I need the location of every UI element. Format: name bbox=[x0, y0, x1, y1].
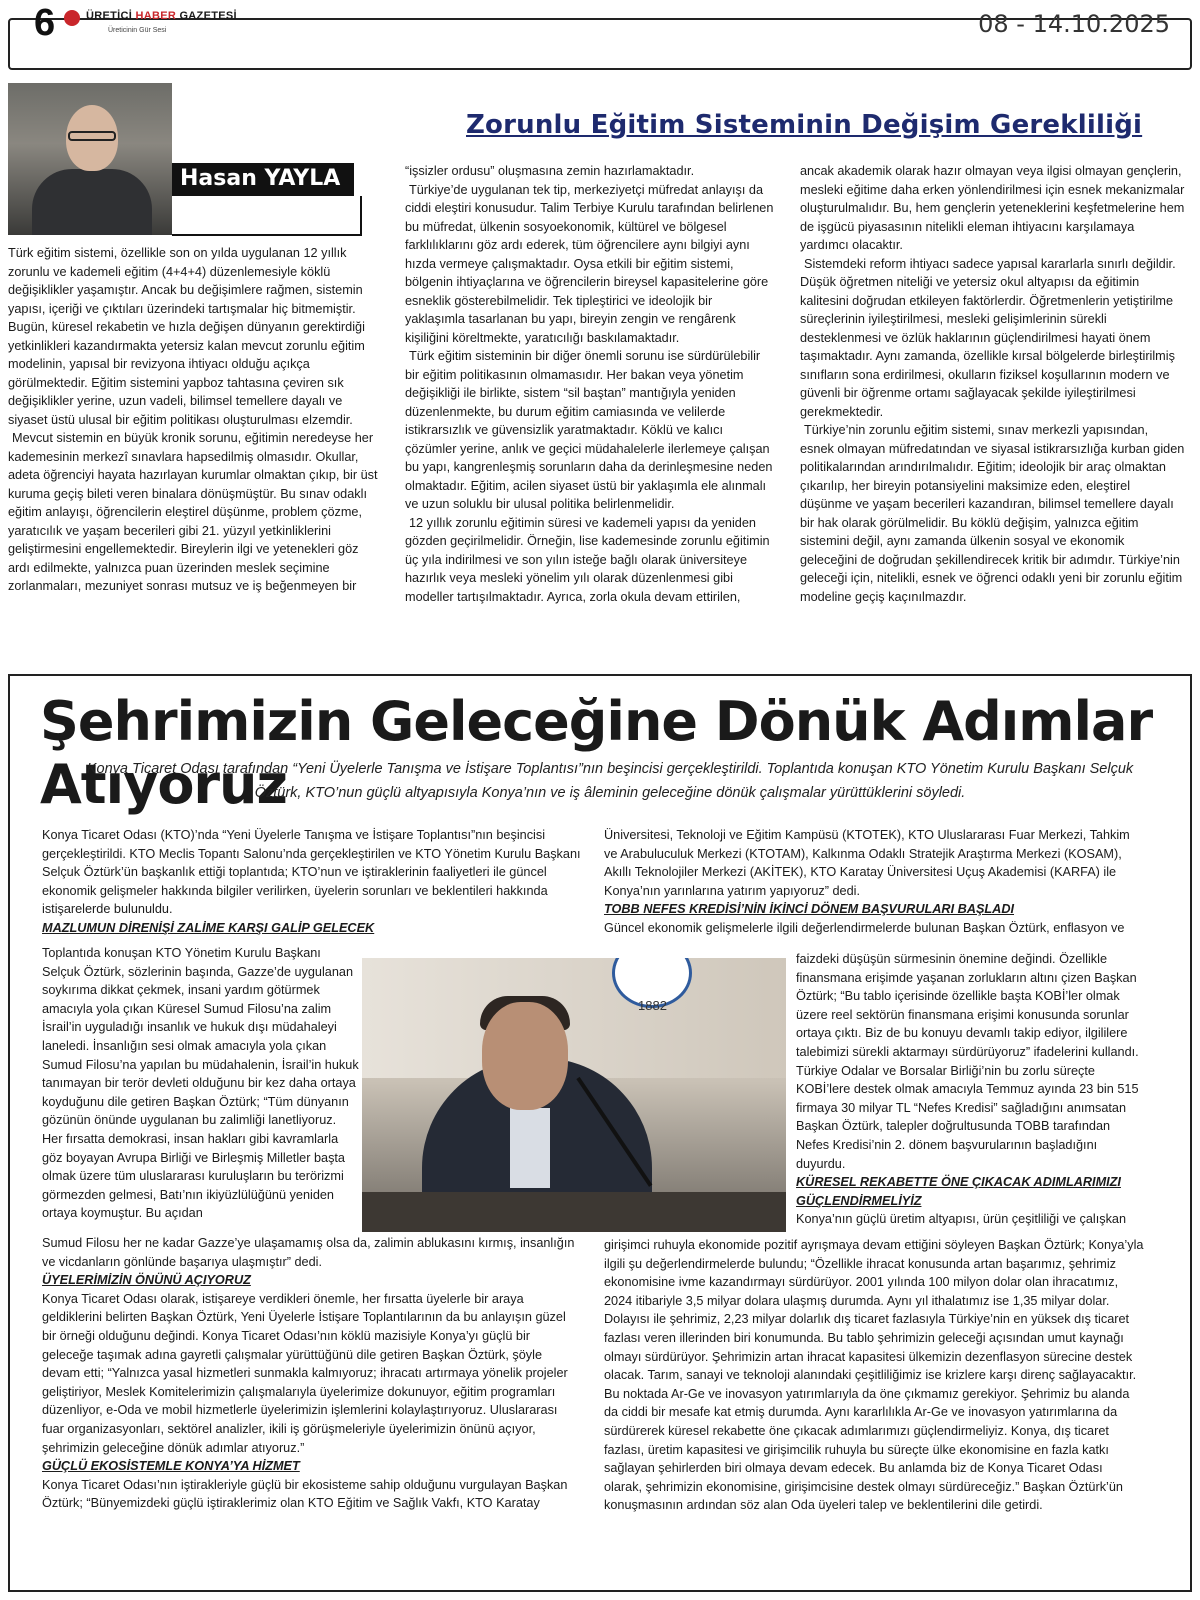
news-text-right bbox=[796, 950, 1146, 1229]
section-heading: MAZLUMUN DİRENİŞİ ZALİME KARŞI GALİP GELECEK bbox=[42, 920, 375, 935]
logo-tagline: Üreticinin Gür Sesi bbox=[108, 27, 167, 34]
paragraph: Sistemdeki reform ihtiyacı sadece yapısal kararlarla sınırlı değildir. Düşük öğretmen niteliği ve yetersiz okul altyapısı da eğitimin kalitesini doğrudan etkileyen faktörlerdir. Öğretmenlerin yetiştirilme süreçlerinin iyileştirilmesi, mesleki gelişimlerinin sürekli desteklenmesi ve özlük haklarının güçlendirilmesi hayati önem taşımaktadır. Aynı zamanda, özellikle kırsal bölgelerde birleştirilmiş sınıfların sona erdirilmesi, okulların fiziksel koşullarının modern ve güvenli bir öğrenme ortamı sağlayacak şekilde iyileştirilmesi gerekmektedir. bbox=[800, 256, 1176, 419]
logo-text-1: ÜRETİCİ bbox=[86, 10, 136, 22]
logo-text-3: GAZETESİ bbox=[176, 10, 237, 22]
paragraph: Üniversitesi, Teknoloji ve Eğitim Kampüsü (KTOTEK), KTO Uluslararası Fuar Merkezi, Tahkim ve Arabuluculuk Merkezi (KTOTAM), Kalkınma Odaklı Stratejik Araştırma Merkezi (KOSAM), Akıllı Teknolojiler Merkezi (AKİTEK), KTO Karatay Üniversitesi Uçuş Akademisi (KARFA) ile Konya’nın yarınlarına yatırım yapıyoruz” dedi. bbox=[604, 828, 1130, 898]
column-title: Zorunlu Eğitim Sisteminin Değişim Gerekliliği bbox=[466, 110, 1143, 140]
column-text-2 bbox=[405, 162, 775, 606]
paragraph: Mevcut sistemin en büyük kronik sorunu, eğitimin neredeyse her kademesinin merkezî sınavlara hapsedilmiş olmasıdır. Okullar, adeta öğrenciyi hayata hazırlayan kurumlar olmaktan çıkıp, bir üst kuruma geçiş bileti veren binalara dönüşmüştür. Bu sınav odaklı eğitim anlayışı, öğrencilerin eleştirel düşünme, problem çözme, yaratıcılık ve yaşam becerileri gibi 21. yüzyıl yetkinliklerini geliştirmesini engellemektedir. Bireylerin ilgi ve yetenekleri göz ardı edilmekte, yalnızca puan üzerinden meslek seçimine zorlanmaları, mezuniyet sonrası mutsuz ve iş beğenmeyen bir bbox=[8, 431, 378, 593]
section-heading: KÜRESEL REKABETTE ÖNE ÇIKACAK ADIMLARIMIZI GÜÇLENDİRMELİYİZ bbox=[796, 1175, 1121, 1208]
column-text-3 bbox=[800, 162, 1185, 606]
paragraph: Konya’nın güçlü üretim altyapısı, ürün çeşitliliği ve çalışkan bbox=[796, 1212, 1127, 1227]
author-divider bbox=[172, 196, 362, 236]
emblem-year: 1882 bbox=[638, 998, 667, 1013]
news-text-left-bottom bbox=[42, 1234, 582, 1513]
news-intro bbox=[42, 826, 582, 938]
author-photo bbox=[8, 83, 172, 235]
paragraph: ancak akademik olarak hazır olmayan veya ilgisi olmayan gençlerin, mesleki eğitime daha erken yönlendirilmesi için esnek mekanizmalar oluşturulmalıdır. Bu, hem gençlerin yeteneklerini keşfetmelerine hem de işgücü piyasasının nitelikli eleman ihtiyacını karşılamaya yardımcı olacaktır. bbox=[800, 164, 1185, 252]
paragraph: Sumud Filosu her ne kadar Gazze’ye ulaşamamış olsa da, zalimin ablukasını kırmış, insanlığın ve vicdanların gönlünde başarıya ulaşmıştır” dedi. bbox=[42, 1236, 575, 1269]
logo-text-2: HABER bbox=[135, 10, 177, 22]
page-number: 6 bbox=[34, 2, 56, 44]
paragraph: Türk eğitim sisteminin bir diğer önemli sorunu ise sürdürülebilir bir eğitim politikasının olmamasıdır. Her bakan veya yönetim değişikliği ile birlikte, sistem “sil baştan” mantığıyla yeniden düzenlenmekte, bu durum eğitim camiasında ve velilerde istikrarsızlık ve güvensizlik yaratmaktadır. Köklü ve kalıcı çözümler yerine, anlık ve geçici müdahalelerle ilerlemeye çalışan bu yapı, kangrenleşmiş sorunların daha da derinleşmesine neden olmaktadır. Eğitim, acilen siyaset üstü bir yaklaşımla ele alınmalı ve uzun soluklu bir ulusal politika belirlenmelidir. bbox=[405, 349, 773, 511]
section-heading: ÜYELERİMİZİN ÖNÜNÜ AÇIYORUZ bbox=[42, 1273, 251, 1288]
paragraph: faizdeki düşüşün sürmesinin önemine değindi. Özellikle finansmana erişimde yaşanan zorlukların altını çizen Başkan Öztürk; “Bu tablo içerisinde özellikle başta KOBİ’ler olmak üzere reel sektörün finansmana erişimi konusunda sorunlar ortaya çıktı. Biz de bu konuyu devamlı takip ediyor, ilgililere talebimizi sürekli aktarmayı sürdürüyoruz” ifadelerini kullandı. Türkiye Odalar ve Borsalar Birliği’nin bu zorlu süreçte KOBİ’lere destek olmak amacıyla Temmuz ayında 23 bin 515 firmaya 30 milyar TL “Nefes Kredisi” sağladığını anımsatan Başkan Öztürk, talepler doğrultusunda TOBB tarafından Nefes Kredisi’nin 2. dönem başvurularının başladığını duyurdu. bbox=[796, 952, 1139, 1171]
news-headline: Şehrimizin Geleceğine Dönük Adımlar Atıyoruz bbox=[40, 690, 1153, 816]
news-text-left bbox=[42, 944, 360, 1223]
paragraph: Türkiye’de uygulanan tek tip, merkeziyetçi müfredat anlayışı da ciddi eleştiri konusudur. Talim Terbiye Kurulu tarafından belirlenen bu müfredat, ülkenin sosyoekonomik, kültürel ve bölgesel farklılıklarını göz ardı ederek, tüm öğrencilere aynı bilgiyi aynı hızda vermeye çalışmaktadır. Oysa etkili bir eğitim sistemi, bölgenin ihtiyaçlarına ve öğrencilerin bireysel kapasitelerine göre esneklik gösterebilmelidir. Tek tipleştirici ve ideolojik bir yaklaşımla tasarlanan bu yapı, bireyin zengin ve rengârenk kişiliğini köreltmekte, yaratıcılığı baskılamaktadır. bbox=[405, 182, 774, 345]
news-photo bbox=[362, 958, 786, 1232]
paragraph: “işsizler ordusu” oluşmasına zemin hazırlamaktadır. bbox=[405, 164, 695, 178]
paragraph: 12 yıllık zorunlu eğitimin süresi ve kademeli yapısı da yeniden gözden geçirilmelidir. Örneğin, lise kademesinde zorunlu eğitimin üç yıla indirilmesi ve son yılın isteğe bağlı olarak üniversiteye hazırlık veya mesleki yönelim yılı olarak düzenlenmesi gibi modeller tartışılmaktadır. Ayrıca, zorla okula devam ettirilen, bbox=[405, 515, 770, 604]
section-heading: GÜÇLÜ EKOSİSTEMLE KONYA’YA HİZMET bbox=[42, 1459, 300, 1474]
news-text-right-top bbox=[604, 826, 1144, 938]
news-subheadline: Konya Ticaret Odası tarafından “Yeni Üyelerle Tanışma ve İstişare Toplantısı”nın beşincisi gerçekleştirildi. Toplantıda konuşan KTO Yönetim Kurulu Başkanı Selçuk Öztürk, KTO’nun güçlü altyapısıyla Konya’nın ve iş âleminin geleceğine dönük çalışmalar yürüttüklerini söyledi. bbox=[86, 761, 1134, 801]
paragraph: girişimci ruhuyla ekonomide pozitif ayrışmaya devam ettiğini söyleyen Başkan Öztürk; Konya’yla ilgili şu değerlendirmelerde bulundu; “Özellikle ihracat konusunda artan başarımız, şehrimiz ekonomisine ivme kazandırmayı sürdürüyor. 2001 yılında 100 milyon dolar olan ihracatımız, 2024 itibariyle 3,5 milyar dolara ulaşmış durumda. Aynı yıl ithalatımız ise 1,35 milyar dolar. Dolayısı ile şehrimiz, 2,23 milyar dolarlık dış ticaret fazlasıyla Türkiye’nin en yüksek dış ticaret fazlası veren illerinden biri konumunda. Bu tablo şehrimizin geleceği açısından umut kaynağı olmayı sürdürüyor. Şehrimizin artan ihracat kapasitesi ülkemizin dezenflasyon sürecine destek olacak. Tarım, sanayi ve teknoloji alanındaki çeşitliliğimiz ise krizlere karşı direnç sağlayacaktır. Bu noktada Ar-Ge ve inovasyon yatırımlarıyla da öne çıkmamız gerekiyor. Şehrimiz bu alanda da ciddi bir mesafe kat etmiş durumda. Aynı kararlılıkla Ar-Ge ve inovasyon yatırımlarına da sürdürerek küresel rekabette öne çıkacak adımlarımızı güçlendirmeliyiz. Konya, dış ticaret fazlası, üretim kapasitesi ve girişimcilik ruhuyla bu süreçte ülke ekonomisine en fazla katkı sağlayan şehirlerden biri olmaya devam edecek. Bu anlamda biz de Konya Ticaret Odası olarak, şehrimizin ekonomisine, girişimcisine destek olmayı sürdüreceğiz.” Başkan Öztürk’ün konuşmasının ardından söz alan Oda üyeleri talep ve beklentilerini dile getirdi. bbox=[604, 1238, 1144, 1513]
paragraph: Konya Ticaret Odası (KTO)’nda “Yeni Üyelerle Tanışma ve İstişare Toplantısı”nın beşincisi gerçekleştirildi. KTO Meclis Topantı Salonu’nda gerçekleştirilen ve KTO Yönetim Kurulu Başkanı Selçuk Öztürk’ün başkanlık ettiği toplantıda; KTO’nun ve iştiraklerinin faaliyetleri ile güncel ekonomik gelişmeler hakkında bilgiler verilirken, üyelerin sorunları ve beklentileri hakkında istişarelerde bulunuldu. bbox=[42, 828, 581, 917]
author-name: Hasan YAYLA bbox=[180, 166, 341, 191]
paragraph: Güncel ekonomik gelişmelerle ilgili değerlendirmelerde bulunan Başkan Öztürk, enflasyon ve bbox=[604, 920, 1125, 935]
column-text-1 bbox=[8, 244, 378, 596]
paragraph: Türk eğitim sistemi, özellikle son on yılda uygulanan 12 yıllık zorunlu ve kademeli eğitim (4+4+4) düzenlemesiyle köklü değişiklikler yaşamıştır. Ancak bu değişimlere rağmen, sistemin yapısı, içeriği ve çıktıları üzerindeki tartışmalar hiç bitmemiştir. Bugün, küresel rekabetin ve hızla değişen dünyanın gerektirdiği yetkinlikleri kazandırmakta yetersiz kalan mevcut zorunlu eğitim modelinin, yapısal bir revizyona ihtiyacı olduğu açıkça görülmektedir. Eğitim sistemini yapboz tahtasına çeviren sık değişiklikler yerine, uzun vadeli, bilimsel temellere dayalı ve siyaset üstü ulusal bir eğitim politikası oluşturulması elzemdir. bbox=[8, 246, 365, 427]
news-text-right-bottom bbox=[604, 1236, 1144, 1515]
newspaper-logo bbox=[86, 10, 237, 22]
paragraph: Toplantıda konuşan KTO Yönetim Kurulu Başkanı Selçuk Öztürk, sözlerinin başında, Gazze’de uygulanan soykırıma dikkat çekmek, insani yardım götürmek amacıyla yola çıkan Küresel Sumud Filosu’na zalim İsrail’in uyguladığı insanlık ve hukuk dışı müdahaleyi laneledi. İnsanlığın sesi olmak amacıyla yola çıkan Sumud Filosu’na yapılan bu müdahalenin, İsrail’in hukuk tanımayan bir terör devleti olduğunu bir kez daha ortaya koyduğunu dile getiren Başkan Öztürk; “Tüm dünyanın gözünün önünde uygulanan bu zalimliği lanetliyoruz. Her fırsatta demokrasi, insan hakları gibi kavramlarla göz boyayan Avrupa Birliği ve Birleşmiş Milletler başta olmak üzere tüm uluslararası kuruluşların bu terörizmi görmezden gelmesi, Batı’nın ikiyüzlülüğünü yeniden ortaya koymuştur. Bu açıdan bbox=[42, 946, 359, 1221]
gear-logo-icon bbox=[64, 10, 80, 26]
paragraph: Türkiye’nin zorunlu eğitim sistemi, sınav merkezli yapısından, esnek olmayan müfredatından ve siyasal istikrarsızlığa kurban giden politikalarından arındırılmalıdır. Eğitim; ideolojik bir araç olmaktan çıkarılıp, her bireyin potansiyelini maksimize eden, eleştirel düşünme ve yaşam becerileri kazandıran, bilimsel temellere dayalı bir hak olarak görülmelidir. Bu köklü değişim, yalnızca eğitim sistemini değil, aynı zamanda ülkenin sosyal ve ekonomik geleceğini de doğrudan şekillendirecek kritik bir adımdır. Türkiye’nin geleceği için, nitelikli, esnek ve öğrenci odaklı yeni bir zorunlu eğitim modeline geçiş kaçınılmazdır. bbox=[800, 423, 1185, 604]
paragraph: Konya Ticaret Odası olarak, istişareye verdikleri önemle, her fırsatta üyelerle bir araya geldiklerini belirten Başkan Öztürk, Yeni Üyelerle İstişare Toplantılarının da bu anlayışın güzel bir örneği olduğunu değindi. Konya Ticaret Odası’nın köklü mazisiyle Konya’yı güçlü bir geleceğe taşımak adına gayretli çalışmalar yürüttüğünü dile getiren Başkan Öztürk, şöyle devam etti; “Yalnızca yasal hizmetleri sunmakla kalmıyoruz; ihracatı artırmaya yönelik projeler geliştiriyor, Meslek Komitelerimizin çalışmalarıyla üyelerimize dokunuyor, eğitim programları düzenliyor, e-Oda ve mobil hizmetlerle üyelerimizin işlemlerini kolaylaştırıyoruz. Uluslararası fuar organizasyonları, sektörel analizler, ikili iş görüşmeleriyle üyelerimizin önünü açıyor, şehrimizin geleceğine dönük adımlar atıyoruz.” bbox=[42, 1291, 568, 1455]
section-heading: TOBB NEFES KREDİSİ’NİN İKİNCİ DÖNEM BAŞVURULARI BAŞLADI bbox=[604, 902, 1015, 917]
issue-date: 08 - 14.10.2025 bbox=[978, 10, 1170, 38]
paragraph: Konya Ticaret Odası’nın iştirakleriyle güçlü bir ekosisteme sahip olduğunu vurgulayan Başkan Öztürk; “Bünyemizdeki güçlü iştiraklerimiz olan KTO Eğitim ve Sağlık Vakfı, KTO Karatay bbox=[42, 1477, 568, 1511]
